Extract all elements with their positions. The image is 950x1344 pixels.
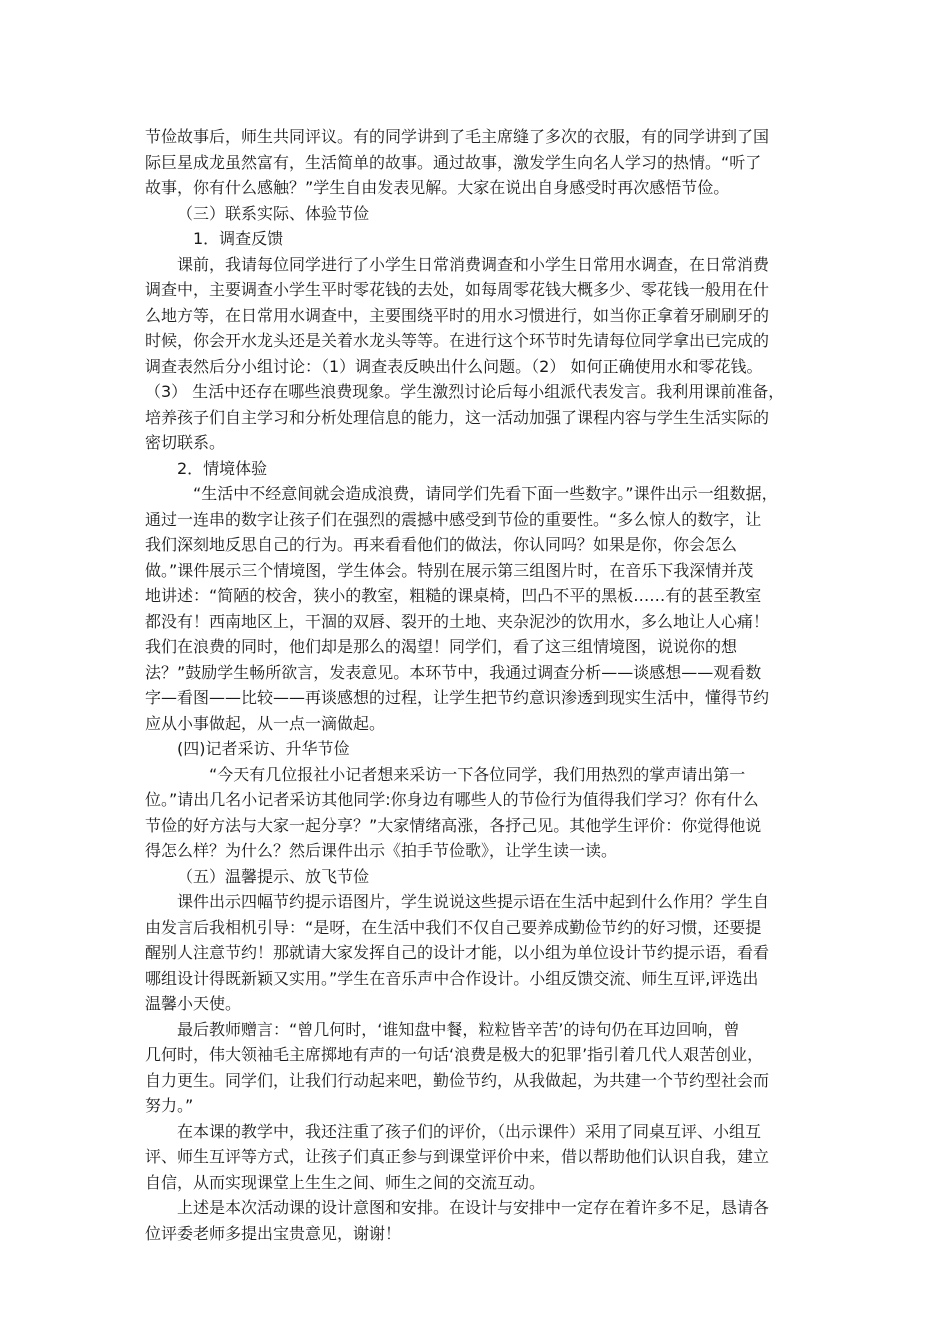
text-line: “生活中不经意间就会造成浪费，请同学们先看下面一些数字。”课件出示一组数据， bbox=[193, 484, 778, 503]
text-line: 努力。” bbox=[145, 1096, 194, 1115]
text-line: 节俭的好方法与大家一起分享？”大家情绪高涨，各抒己见。其他学生评价：你觉得他说 bbox=[145, 815, 762, 835]
text-line: 2．情境体验 bbox=[177, 458, 268, 478]
text-line: 培养孩子们自主学习和分析处理信息的能力，这一活动加强了课程内容与学生生活实际的 bbox=[145, 407, 770, 427]
text-line: 调查中，主要调查小学生平时零花钱的去处，如每周零花钱大概多少、零花钱一般用在什 bbox=[145, 280, 770, 299]
text-line: 得怎么样？为什么？然后课件出示《拍手节俭歌》，让学生读一读。 bbox=[145, 841, 618, 860]
text-line: 做。”课件展示三个情境图，学生体会。特别在展示第三组图片时，在音乐下我深情并茂 bbox=[145, 560, 754, 580]
text-line: （五）温馨提示、放飞节俭 bbox=[177, 866, 370, 886]
text-line: 在本课的教学中，我还注重了孩子们的评价，（出示课件）采用了同桌互评、小组互 bbox=[177, 1121, 762, 1141]
text-line: 地讲述：“简陋的校舍，狭小的教室，粗糙的课桌椅，凹凸不平的黑板……有的甚至教室 bbox=[145, 586, 762, 605]
text-line: 位评委老师多提出宝贵意见，谢谢！ bbox=[145, 1223, 402, 1243]
text-line: 际巨星成龙虽然富有，生活简单的故事。通过故事，激发学生向名人学习的热情。“听了 bbox=[145, 152, 762, 172]
text-line: 故事，你有什么感触？”学生自由发表见解。大家在说出自身感受时再次感悟节俭。 bbox=[145, 178, 730, 197]
text-line: （三）联系实际、体验节俭 bbox=[177, 203, 370, 223]
text-line: 调查表然后分小组讨论：（1）调查表反映出什么问题。（2） 如何正确使用水和零花钱。 bbox=[145, 356, 763, 376]
text-line: 上述是本次活动课的设计意图和安排。在设计与安排中一定存在着许多不足，恳请各 bbox=[177, 1198, 770, 1217]
text-line: 我们在浪费的同时，他们却是那么的渴望！同学们，看了这三组情境图，说说你的想 bbox=[145, 637, 738, 656]
text-line: 时候，你会开水龙头还是关着水龙头等等。在进行这个环节时先请每位同学拿出已完成的 bbox=[145, 331, 770, 350]
text-line: 课前，我请每位同学进行了小学生日常消费调查和小学生日常用水调查，在日常消费 bbox=[177, 254, 770, 274]
document-body bbox=[145, 124, 810, 1246]
text-line: 温馨小天使。 bbox=[145, 994, 242, 1013]
text-line: “今天有几位报社小记者想来采访一下各位同学，我们用热烈的掌声请出第一 bbox=[209, 764, 746, 784]
text-line: 位。”请出几名小记者采访其他同学:你身边有哪些人的节俭行为值得我们学习？你有什么 bbox=[145, 790, 759, 809]
text-line: 节俭故事后，师生共同评议。有的同学讲到了毛主席缝了多次的衣服，有的同学讲到了国 bbox=[145, 127, 770, 146]
text-line: 哪组设计得既新颖又实用。”学生在音乐声中合作设计。小组反馈交流、师生互评,评选出 bbox=[145, 968, 759, 988]
text-line: 1．调查反馈 bbox=[193, 229, 284, 248]
text-line: 通过一连串的数字让孩子们在强烈的震撼中感受到节俭的重要性。“多么惊人的数字，让 bbox=[145, 509, 762, 529]
text-line: 法？”鼓励学生畅所欲言，发表意见。本环节中，我通过调查分析——谈感想——观看数 bbox=[145, 662, 762, 682]
text-line: 评、师生互评等方式，让孩子们真正参与到课堂评价中来，借以帮助他们认识自我，建立 bbox=[145, 1147, 770, 1166]
text-line: （3） 生活中还存在哪些浪费现象。学生激烈讨论后每小组派代表发言。我利用课前准备， bbox=[145, 382, 785, 401]
text-line: 自力更生。同学们，让我们行动起来吧，勤俭节约，从我做起，为共建一个节约型社会而 bbox=[145, 1070, 770, 1090]
text-line: (四)记者采访、升华节俭 bbox=[177, 739, 350, 758]
text-line: 都没有！西南地区上，干涸的双唇、裂开的土地、夹杂泥沙的饮用水，多么地让人心痛！ bbox=[145, 611, 770, 631]
text-line: 么地方等，在日常用水调查中，主要围绕平时的用水习惯进行，如当你正拿着牙刷刷牙的 bbox=[145, 305, 770, 325]
text-line: 几何时，伟大领袖毛主席掷地有声的一句话‘浪费是极大的犯罪’指引着几代人艰苦创业， bbox=[145, 1045, 764, 1064]
text-line: 自信，从而实现课堂上生生之间、师生之间的交流互动。 bbox=[145, 1172, 546, 1192]
text-line: 课件出示四幅节约提示语图片，学生说说这些提示语在生活中起到什么作用？学生自 bbox=[177, 892, 770, 911]
text-line: 我们深刻地反思自己的行为。再来看看他们的做法，你认同吗？如果是你，你会怎么 bbox=[145, 535, 738, 554]
text-line: 密切联系。 bbox=[145, 433, 226, 452]
text-line: 字—看图——比较——再谈感想的过程，让学生把节约意识渗透到现实生活中，懂得节约 bbox=[145, 688, 770, 707]
text-line: 由发言后我相机引导：“是呀，在生活中我们不仅自己要养成勤俭节约的好习惯，还要提 bbox=[145, 917, 762, 937]
text-line: 醒别人注意节约！那就请大家发挥自己的设计才能，以小组为单位设计节约提示语，看看 bbox=[145, 943, 770, 962]
text-line: 最后教师赠言：“曾几何时，‘谁知盘中餐，粒粒皆辛苦’的诗句仍在耳边回响，曾 bbox=[177, 1019, 740, 1039]
text-line: 应从小事做起，从一点一滴做起。 bbox=[145, 713, 386, 733]
